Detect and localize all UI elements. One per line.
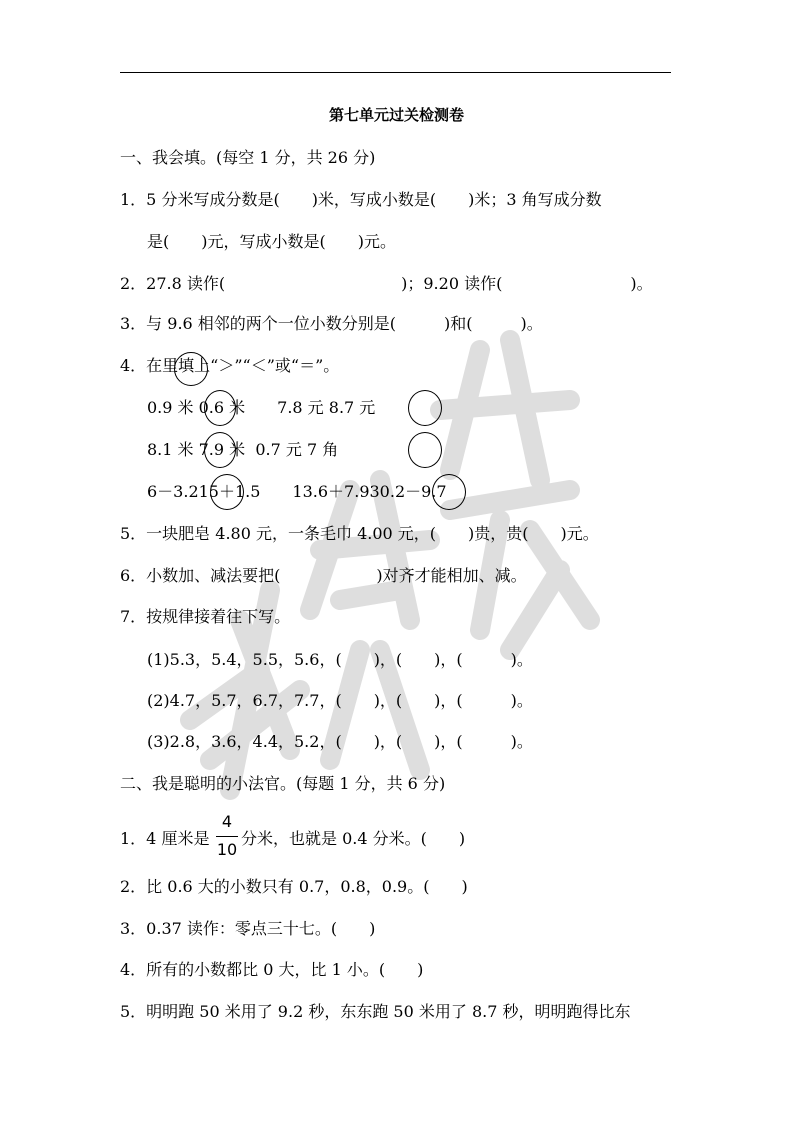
- question-7-sub1: (1)5.3，5.4，5.5，5.6，( )，( )，( )。: [147, 650, 533, 669]
- compare-circle-icon: [408, 432, 442, 468]
- question-1b: 是( )元，写成小数是( )元。: [147, 232, 396, 251]
- compare-circle-icon: [432, 474, 466, 510]
- question-6: 6．小数加、减法要把( )对齐才能相加、减。: [120, 566, 527, 585]
- compare-circle-icon: [204, 390, 236, 426]
- judge-q5: 5．明明跑 50 米用了 9.2 秒，东东跑 50 米用了 8.7 秒，明明跑得比东: [120, 1002, 631, 1021]
- judge-q2: 2．比 0.6 大的小数只有 0.7，0.8，0.9。( ): [120, 877, 468, 896]
- fraction-bar: [216, 836, 238, 837]
- question-7-sub3: (3)2.8，3.6，4.4，5.2，( )，( )，( )。: [147, 732, 533, 751]
- question-4-row1: 0.9 米 0.6 米 7.8 元 8.7 元: [147, 398, 376, 417]
- answer-circle-icon: [174, 352, 208, 386]
- page-title: 第七单元过关检测卷: [328, 106, 464, 124]
- question-4-row2: 8.1 米 7.9 米 0.7 元 7 角: [147, 440, 339, 459]
- question-2: 2．27.8 读作( )；9.20 读作( )。: [120, 274, 653, 293]
- judge-q1-prefix: 1．4 厘米是: [120, 829, 210, 848]
- question-1a: 1．5 分米写成分数是( )米，写成小数是( )米；3 角写成分数: [120, 190, 602, 209]
- judge-q1-suffix: 分米，也就是 0.4 分米。( ): [241, 829, 466, 848]
- compare-circle-icon: [210, 474, 244, 510]
- section1-heading: 一、我会填。(每空 1 分，共 26 分): [120, 148, 376, 167]
- fraction-denominator: 10: [216, 840, 238, 859]
- judge-q3: 3．0.37 读作：零点三十七。( ): [120, 919, 376, 938]
- section2-heading: 二、我是聪明的小法官。(每题 1 分，共 6 分): [120, 774, 446, 793]
- question-7-sub2: (2)4.7，5.7，6.7，7.7，( )，( )，( )。: [147, 691, 533, 710]
- header-rule: [120, 72, 671, 73]
- fraction-numerator: 4: [221, 812, 233, 831]
- question-4: 4．在里填上“＞”“＜”或“＝”。: [120, 356, 340, 375]
- question-5: 5．一块肥皂 4.80 元，一条毛巾 4.00 元，( )贵，贵( )元。: [120, 524, 599, 543]
- question-7: 7．按规律接着往下写。: [120, 607, 291, 626]
- compare-circle-icon: [204, 432, 236, 468]
- question-4-row3: 6－3.215＋1.5 13.6＋7.930.2－9.7: [147, 482, 447, 501]
- question-3: 3．与 9.6 相邻的两个一位小数分别是( )和( )。: [120, 314, 543, 333]
- judge-q4: 4．所有的小数都比 0 大，比 1 小。( ): [120, 960, 424, 979]
- compare-circle-icon: [408, 390, 442, 426]
